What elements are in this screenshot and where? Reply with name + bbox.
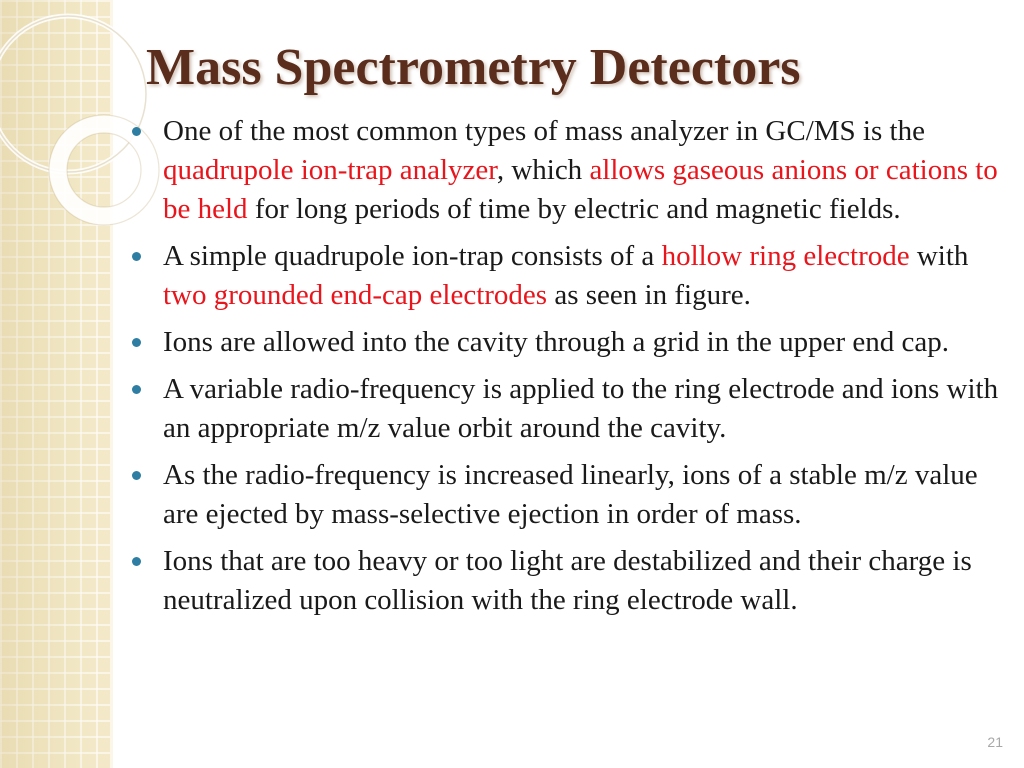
bullet-list <box>132 112 1012 628</box>
decorative-left-strip <box>0 0 113 768</box>
highlighted-text: two grounded end-cap electrodes <box>163 279 548 311</box>
bullet-dot-icon <box>132 471 141 480</box>
highlighted-text: hollow ring electrode <box>661 240 910 272</box>
bullet-text: Ions are allowed into the cavity through a grid in the upper end cap. <box>163 326 949 358</box>
bullet-dot-icon <box>132 338 141 347</box>
bullet-item <box>132 323 1012 362</box>
bullet-text: as seen in figure. <box>547 279 751 311</box>
bullet-text: , which <box>496 154 590 186</box>
left-strip-shade <box>0 0 110 768</box>
bullet-item <box>132 456 1012 534</box>
highlighted-text: quadrupole ion-trap analyzer <box>163 154 497 186</box>
bullet-text: A simple quadrupole ion-trap consists of a <box>163 240 662 272</box>
bullet-item <box>132 542 1012 620</box>
bullet-item <box>132 237 1012 315</box>
bullet-text: for long periods of time by electric and magnetic fields. <box>247 193 901 225</box>
page-number: 21 <box>987 734 1003 750</box>
slide-title: Mass Spectrometry Detectors <box>146 39 801 96</box>
bullet-text: As the radio-frequency is increased linearly, ions of a stable m/z value are ejected by mass-selective ejection in order of mass. <box>163 459 978 530</box>
bullet-dot-icon <box>132 127 141 136</box>
bullet-dot-icon <box>132 385 141 394</box>
bullet-item <box>132 370 1012 448</box>
bullet-text: Ions that are too heavy or too light are destabilized and their charge is neutralized upon collision with the ring electrode wall. <box>163 545 972 616</box>
bullet-item <box>132 112 1012 229</box>
bullet-text: A variable radio-frequency is applied to the ring electrode and ions with an appropriate m/z value orbit around the cavity. <box>163 373 999 444</box>
bullet-dot-icon <box>132 252 141 261</box>
bullet-text: One of the most common types of mass analyzer in GC/MS is the <box>163 115 925 147</box>
bullet-dot-icon <box>132 557 141 566</box>
highlighted-text: allows gaseous anions or cations to be held <box>163 154 998 225</box>
bullet-text: with <box>909 240 969 272</box>
